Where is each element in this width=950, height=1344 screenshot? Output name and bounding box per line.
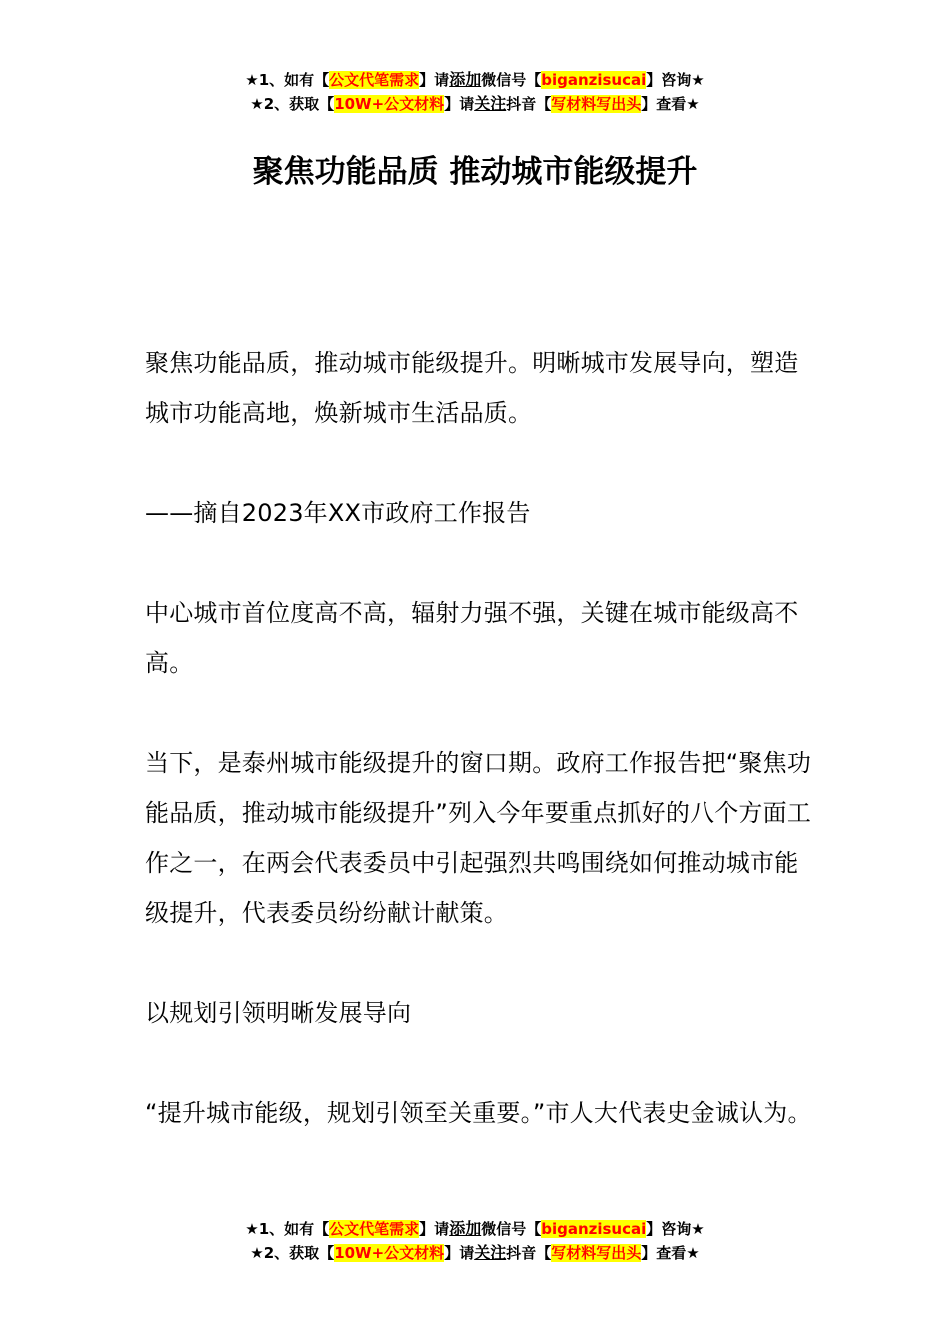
banner-line-2 <box>0 92 950 116</box>
banner-text: ★2、获取【 <box>250 95 335 113</box>
underlined-add: 添加 <box>449 1219 482 1238</box>
banner-text: 抖音【 <box>506 95 552 113</box>
highlight-materials: 10W+公文材料 <box>334 95 445 113</box>
banner-text: 】请 <box>419 1220 450 1238</box>
document-body <box>145 338 813 1188</box>
banner-text: 】请 <box>419 71 450 89</box>
banner-text: 】咨询★ <box>646 1220 705 1238</box>
banner-text: ★2、获取【 <box>250 1244 335 1262</box>
banner-text: 】查看★ <box>641 95 700 113</box>
document-title: 聚焦功能品质 推动城市能级提升 <box>252 154 698 190</box>
paragraph-intro: 聚焦功能品质，推动城市能级提升。明晰城市发展导向，塑造城市功能高地，焕新城市生活品质。 <box>145 349 799 427</box>
highlight-service: 公文代笔需求 <box>329 1220 420 1238</box>
banner-text: 】咨询★ <box>646 71 705 89</box>
banner-text: ★1、如有【 <box>245 71 330 89</box>
underlined-add: 添加 <box>449 70 482 89</box>
paragraph-primacy: 中心城市首位度高不高，辐射力强不强，关键在城市能级高不高。 <box>145 599 799 677</box>
banner-text: 】请 <box>444 1244 475 1262</box>
banner-text: 】请 <box>444 95 475 113</box>
highlight-wechat-id: biganzisucai <box>541 1220 647 1238</box>
banner-text: 微信号【 <box>481 1220 542 1238</box>
header-banner <box>0 68 950 116</box>
underlined-follow: 关注 <box>474 94 507 113</box>
highlight-service: 公文代笔需求 <box>329 71 420 89</box>
underlined-follow: 关注 <box>474 1243 507 1262</box>
highlight-wechat-id: biganzisucai <box>541 71 647 89</box>
paragraph-window-period: 当下，是泰州城市能级提升的窗口期。政府工作报告把“聚焦功能品质，推动城市能级提升”列入今年要重点抓好的八个方面工作之一，在两会代表委员中引起强烈共鸣围绕如何推动城市能级提升，代表委员纷纷献计献策。 <box>145 749 812 927</box>
section-heading: 以规划引领明晰发展导向 <box>145 999 412 1027</box>
banner-text: 抖音【 <box>506 1244 552 1262</box>
footer-banner <box>0 1217 950 1265</box>
highlight-douyin-id: 写材料写出头 <box>551 1244 642 1262</box>
banner-line-1 <box>0 68 950 92</box>
highlight-materials: 10W+公文材料 <box>334 1244 445 1262</box>
banner-text: ★1、如有【 <box>245 1220 330 1238</box>
highlight-douyin-id: 写材料写出头 <box>551 95 642 113</box>
paragraph-planning: “提升城市能级，规划引领至关重要。”市人大代表史金诚认为。 <box>145 1099 812 1127</box>
banner-text: 】查看★ <box>641 1244 700 1262</box>
banner-line-2 <box>0 1241 950 1265</box>
banner-line-1 <box>0 1217 950 1241</box>
banner-text: 微信号【 <box>481 71 542 89</box>
paragraph-source: ——摘自2023年XX市政府工作报告 <box>145 499 531 527</box>
